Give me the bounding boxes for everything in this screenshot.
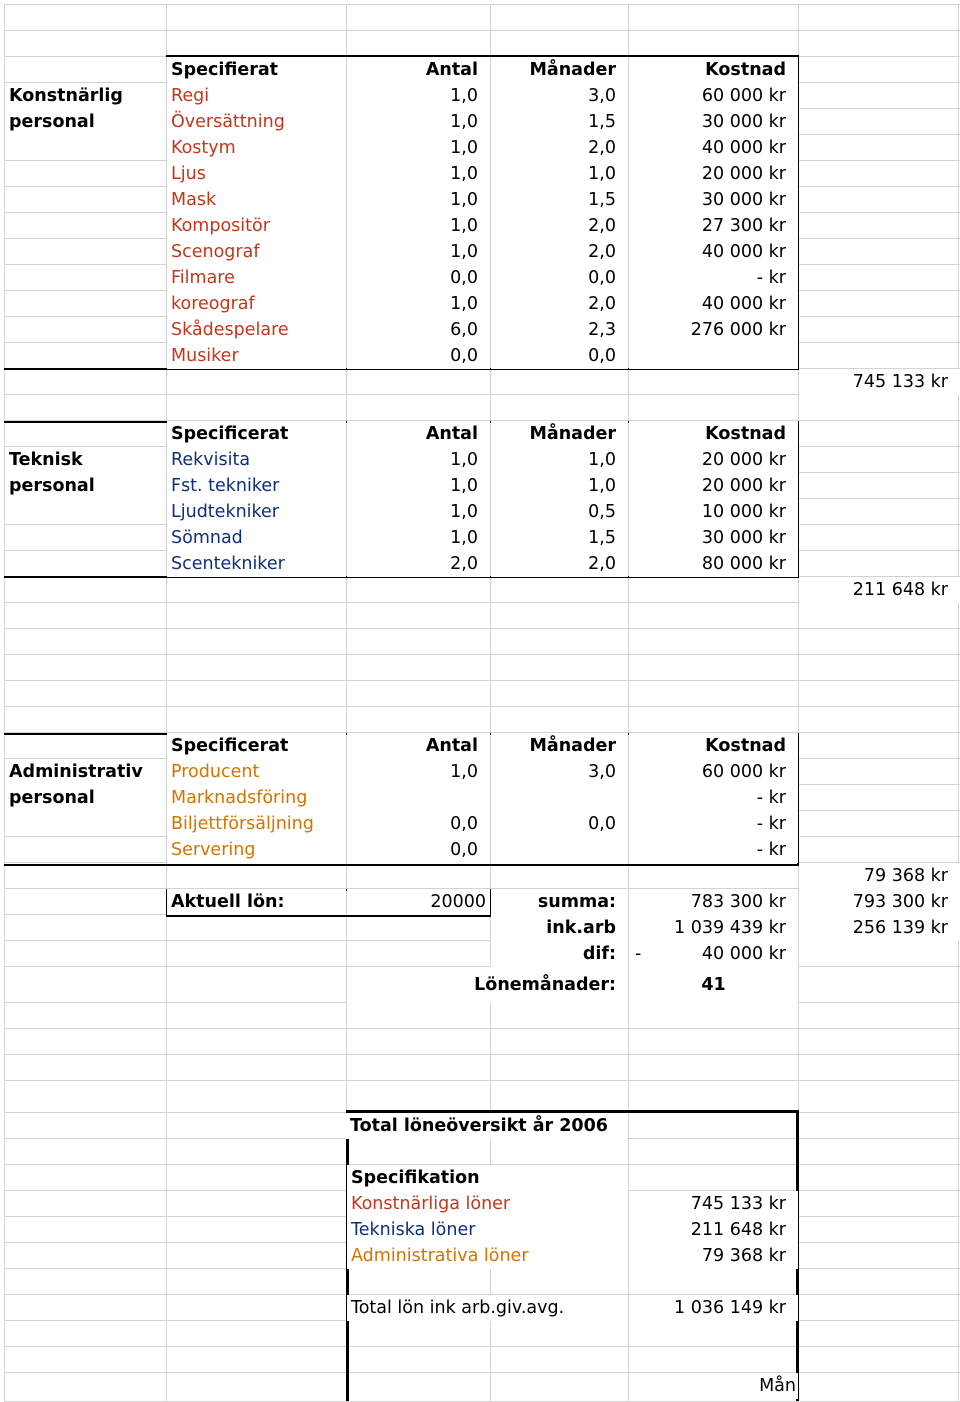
col-header-manader: Månader <box>491 733 628 759</box>
overview-total-value: 1 036 149 kr <box>629 1295 798 1321</box>
row-gridline <box>4 1080 960 1081</box>
row-kostnad: 30 000 kr <box>629 187 798 213</box>
row-name: Scentekniker <box>167 551 346 577</box>
aktuell-border-bottom <box>166 915 491 917</box>
row-kostnad: 40 000 kr <box>629 291 798 317</box>
row-kostnad: - kr <box>629 811 798 837</box>
row-manader: 2,0 <box>491 239 628 265</box>
row-manader <box>491 785 628 811</box>
overview-row-label: Tekniska löner <box>347 1217 628 1243</box>
summa-right-value: 793 300 kr <box>799 889 960 915</box>
row-name: Kompositör <box>167 213 346 239</box>
row-kostnad: 80 000 kr <box>629 551 798 577</box>
row-gridline <box>4 1372 960 1373</box>
row-kostnad: 60 000 kr <box>629 83 798 109</box>
row-manader: 1,5 <box>491 187 628 213</box>
row-name: Sömnad <box>167 525 346 551</box>
row-antal: 1,0 <box>347 187 490 213</box>
row-antal: 1,0 <box>347 83 490 109</box>
row-manader: 0,5 <box>491 499 628 525</box>
overview-man-label: Mån <box>629 1373 798 1399</box>
row-manader: 2,0 <box>491 135 628 161</box>
row-gridline <box>4 654 960 655</box>
row-name: Översättning <box>167 109 346 135</box>
row-kostnad: 20 000 kr <box>629 473 798 499</box>
row-kostnad: 30 000 kr <box>629 525 798 551</box>
col-header-specificerat: Specificerat <box>167 733 346 759</box>
row-antal: 0,0 <box>347 265 490 291</box>
col-gridline <box>4 4 5 1401</box>
row-antal: 1,0 <box>347 525 490 551</box>
overview-row-value: 745 133 kr <box>629 1191 798 1217</box>
row-kostnad: 27 300 kr <box>629 213 798 239</box>
row-gridline <box>4 1054 960 1055</box>
section-total: 745 133 kr <box>799 369 960 395</box>
overview-row-value: 79 368 kr <box>629 1243 798 1269</box>
row-kostnad: 40 000 kr <box>629 239 798 265</box>
row-manader: 2,0 <box>491 551 628 577</box>
row-name: Producent <box>167 759 346 785</box>
inkarb-label: ink.arb <box>491 915 628 941</box>
row-gridline <box>4 1346 960 1347</box>
col-header-kostnad: Kostnad <box>629 57 798 83</box>
section-label: personal <box>5 109 166 135</box>
dif-label: dif: <box>491 941 628 967</box>
col-header-manader: Månader <box>491 57 628 83</box>
row-kostnad: - kr <box>629 785 798 811</box>
row-name: Mask <box>167 187 346 213</box>
row-kostnad: 30 000 kr <box>629 109 798 135</box>
aktuell-lon-label: Aktuell lön: <box>167 889 346 915</box>
row-antal: 1,0 <box>347 291 490 317</box>
row-name: Regi <box>167 83 346 109</box>
col-header-antal: Antal <box>347 421 490 447</box>
section-bottom-border <box>4 864 799 866</box>
row-name: Ljus <box>167 161 346 187</box>
row-manader: 2,0 <box>491 291 628 317</box>
row-kostnad: 20 000 kr <box>629 447 798 473</box>
overview-total-label: Total lön ink arb.giv.avg. <box>347 1295 628 1321</box>
section-label: Teknisk <box>5 447 166 473</box>
row-kostnad: 10 000 kr <box>629 499 798 525</box>
col-gridline <box>958 4 959 1401</box>
row-manader: 0,0 <box>491 811 628 837</box>
inkarb-value: 1 039 439 kr <box>629 915 798 941</box>
row-name: Servering <box>167 837 346 863</box>
summa-label: summa: <box>491 889 628 915</box>
row-antal: 1,0 <box>347 213 490 239</box>
section-label: personal <box>5 785 166 811</box>
dif-sign: - <box>629 941 798 967</box>
row-antal: 1,0 <box>347 135 490 161</box>
overview-row-value: 211 648 kr <box>629 1217 798 1243</box>
row-manader: 0,0 <box>491 265 628 291</box>
row-manader: 2,3 <box>491 317 628 343</box>
row-antal: 6,0 <box>347 317 490 343</box>
row-antal: 0,0 <box>347 837 490 863</box>
row-kostnad: - kr <box>629 265 798 291</box>
section-label: Administrativ <box>5 759 166 785</box>
col-header-kostnad: Kostnad <box>629 421 798 447</box>
row-name: Kostym <box>167 135 346 161</box>
row-manader: 3,0 <box>491 83 628 109</box>
row-gridline <box>4 30 960 31</box>
row-kostnad: 40 000 kr <box>629 135 798 161</box>
inkarb-right-value: 256 139 kr <box>799 915 960 941</box>
row-antal: 1,0 <box>347 161 490 187</box>
row-antal: 1,0 <box>347 447 490 473</box>
row-kostnad: 60 000 kr <box>629 759 798 785</box>
row-antal: 2,0 <box>347 551 490 577</box>
row-gridline <box>4 1028 960 1029</box>
row-antal: 0,0 <box>347 811 490 837</box>
section-total: 79 368 kr <box>799 863 960 889</box>
section-label: personal <box>5 473 166 499</box>
col-header-specificerat: Specificerat <box>167 421 346 447</box>
row-manader: 1,0 <box>491 447 628 473</box>
row-name: Ljudtekniker <box>167 499 346 525</box>
row-name: koreograf <box>167 291 346 317</box>
row-kostnad: 276 000 kr <box>629 317 798 343</box>
summa-value: 783 300 kr <box>629 889 798 915</box>
row-name: Scenograf <box>167 239 346 265</box>
overview-row-label: Administrativa löner <box>347 1243 628 1269</box>
row-antal: 1,0 <box>347 473 490 499</box>
row-name: Fst. tekniker <box>167 473 346 499</box>
col-header-specifierat: Specifierat <box>167 57 346 83</box>
row-name: Filmare <box>167 265 346 291</box>
lonemanader-value: 41 <box>629 967 798 1003</box>
row-manader: 1,5 <box>491 109 628 135</box>
row-manader: 1,0 <box>491 473 628 499</box>
row-manader: 3,0 <box>491 759 628 785</box>
col-header-manader: Månader <box>491 421 628 447</box>
overview-title: Total löneöversikt år 2006 <box>346 1113 627 1139</box>
row-antal: 1,0 <box>347 109 490 135</box>
row-manader: 2,0 <box>491 213 628 239</box>
row-antal: 1,0 <box>347 239 490 265</box>
row-antal: 0,0 <box>347 343 490 369</box>
overview-spec-label: Specifikation <box>347 1165 628 1191</box>
row-manader <box>491 837 628 863</box>
row-name: Marknadsföring <box>167 785 346 811</box>
row-antal: 1,0 <box>347 759 490 785</box>
col-header-antal: Antal <box>347 733 490 759</box>
row-kostnad: 20 000 kr <box>629 161 798 187</box>
section-total: 211 648 kr <box>799 577 960 603</box>
row-gridline <box>4 706 960 707</box>
row-manader: 1,5 <box>491 525 628 551</box>
section-label: Konstnärlig <box>5 83 166 109</box>
row-manader: 1,0 <box>491 161 628 187</box>
row-kostnad: - kr <box>629 837 798 863</box>
overview-row-label: Konstnärliga löner <box>347 1191 628 1217</box>
dif-value: 40 000 kr <box>701 944 786 964</box>
row-gridline <box>4 628 960 629</box>
row-name: Skådespelare <box>167 317 346 343</box>
lonemanader-label: Lönemånader: <box>347 967 628 1003</box>
row-antal: 1,0 <box>347 499 490 525</box>
row-name: Musiker <box>167 343 346 369</box>
row-kostnad <box>629 343 798 369</box>
row-manader: 0,0 <box>491 343 628 369</box>
row-gridline <box>4 680 960 681</box>
aktuell-lon-input[interactable]: 20000 <box>347 889 490 915</box>
col-header-antal: Antal <box>347 57 490 83</box>
row-gridline <box>4 4 960 5</box>
col-header-kostnad: Kostnad <box>629 733 798 759</box>
row-name: Rekvisita <box>167 447 346 473</box>
row-name: Biljettförsäljning <box>167 811 346 837</box>
row-antal <box>347 785 490 811</box>
